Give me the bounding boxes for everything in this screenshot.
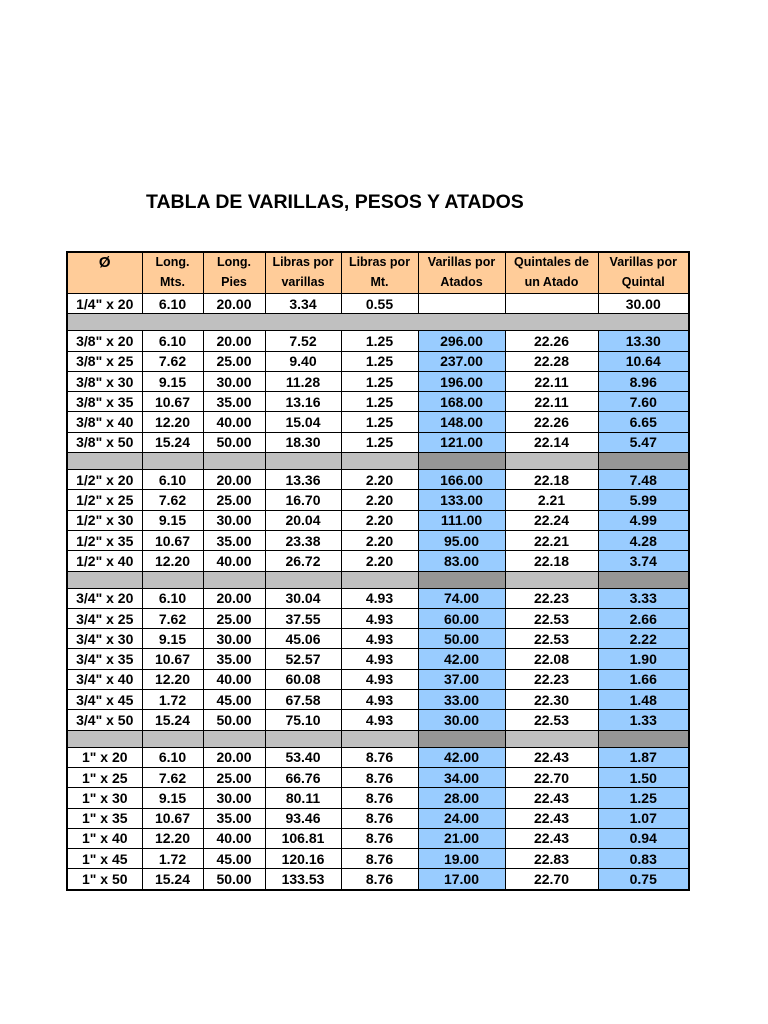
quintales-atado-cell: 22.23 <box>505 588 598 608</box>
varillas-quintal-cell: 10.64 <box>598 351 689 371</box>
varillas-atados-cell: 17.00 <box>418 869 505 890</box>
quintales-atado-cell: 22.23 <box>505 669 598 689</box>
header-quintales-atado: Quintales de <box>505 252 598 273</box>
separator-cell <box>598 453 689 470</box>
varillas-atados-cell <box>418 294 505 314</box>
varillas-quintal-cell: 13.30 <box>598 331 689 351</box>
diameter-cell: 3/4" x 40 <box>67 669 142 689</box>
separator-cell <box>418 453 505 470</box>
libras-varilla-cell: 66.76 <box>265 767 341 787</box>
header-libras-varilla: Libras por <box>265 252 341 273</box>
long-mts-cell: 7.62 <box>142 490 203 510</box>
table-row <box>67 608 689 628</box>
long-mts-cell: 10.67 <box>142 808 203 828</box>
libras-mt-cell: 1.25 <box>341 392 418 412</box>
varillas-atados-cell: 50.00 <box>418 629 505 649</box>
libras-varilla-cell: 13.36 <box>265 470 341 490</box>
varillas-atados-cell: 121.00 <box>418 432 505 452</box>
libras-varilla-cell: 13.16 <box>265 392 341 412</box>
group-separator <box>67 314 689 331</box>
libras-varilla-cell: 75.10 <box>265 710 341 730</box>
header-libras-mt: Libras por <box>341 252 418 273</box>
diameter-cell: 3/8" x 25 <box>67 351 142 371</box>
libras-varilla-cell: 53.40 <box>265 747 341 767</box>
separator-cell <box>142 314 203 331</box>
separator-cell <box>341 571 418 588</box>
varillas-atados-cell: 19.00 <box>418 849 505 869</box>
varillas-atados-cell: 237.00 <box>418 351 505 371</box>
long-mts-cell: 12.20 <box>142 828 203 848</box>
quintales-atado-cell: 22.18 <box>505 551 598 571</box>
table-row <box>67 412 689 432</box>
long-pies-cell: 25.00 <box>203 767 265 787</box>
quintales-atado-cell: 22.14 <box>505 432 598 452</box>
separator-cell <box>265 730 341 747</box>
libras-varilla-cell: 9.40 <box>265 351 341 371</box>
long-mts-cell: 9.15 <box>142 510 203 530</box>
long-pies-cell: 20.00 <box>203 588 265 608</box>
separator-cell <box>418 571 505 588</box>
separator-cell <box>67 314 142 331</box>
varillas-atados-cell: 28.00 <box>418 788 505 808</box>
varillas-atados-cell: 33.00 <box>418 690 505 710</box>
table-row <box>67 551 689 571</box>
varillas-quintal-cell: 4.99 <box>598 510 689 530</box>
long-pies-cell: 20.00 <box>203 747 265 767</box>
long-pies-cell: 25.00 <box>203 490 265 510</box>
quintales-atado-cell: 22.43 <box>505 828 598 848</box>
varillas-quintal-cell: 2.66 <box>598 608 689 628</box>
long-mts-cell: 12.20 <box>142 412 203 432</box>
separator-cell <box>505 571 598 588</box>
header-diameter: Ø <box>67 252 142 294</box>
varillas-quintal-cell: 0.83 <box>598 849 689 869</box>
separator-cell <box>341 453 418 470</box>
libras-mt-cell: 4.93 <box>341 669 418 689</box>
diameter-cell: 1/2" x 30 <box>67 510 142 530</box>
long-pies-cell: 35.00 <box>203 808 265 828</box>
libras-mt-cell: 4.93 <box>341 649 418 669</box>
diameter-cell: 3/4" x 20 <box>67 588 142 608</box>
varillas-atados-cell: 74.00 <box>418 588 505 608</box>
diameter-cell: 1/2" x 20 <box>67 470 142 490</box>
diameter-cell: 1/2" x 35 <box>67 530 142 550</box>
quintales-atado-cell: 22.43 <box>505 808 598 828</box>
varillas-atados-cell: 34.00 <box>418 767 505 787</box>
diameter-cell: 3/8" x 40 <box>67 412 142 432</box>
separator-cell <box>505 314 598 331</box>
libras-varilla-cell: 15.04 <box>265 412 341 432</box>
page-title: TABLA DE VARILLAS, PESOS Y ATADOS <box>146 191 524 213</box>
long-pies-cell: 45.00 <box>203 690 265 710</box>
libras-mt-cell: 2.20 <box>341 490 418 510</box>
quintales-atado-cell: 22.83 <box>505 849 598 869</box>
table-row <box>67 690 689 710</box>
long-mts-cell: 12.20 <box>142 551 203 571</box>
table-row <box>67 351 689 371</box>
quintales-atado-cell: 22.43 <box>505 788 598 808</box>
libras-mt-cell: 8.76 <box>341 808 418 828</box>
libras-varilla-cell: 18.30 <box>265 432 341 452</box>
libras-varilla-cell: 26.72 <box>265 551 341 571</box>
long-pies-cell: 20.00 <box>203 470 265 490</box>
header-varillas-quintal: Varillas por <box>598 252 689 273</box>
long-pies-cell: 25.00 <box>203 351 265 371</box>
header-long-pies-sub: Pies <box>203 273 265 294</box>
long-pies-cell: 45.00 <box>203 849 265 869</box>
diameter-cell: 3/8" x 50 <box>67 432 142 452</box>
libras-varilla-cell: 3.34 <box>265 294 341 314</box>
varillas-quintal-cell: 5.47 <box>598 432 689 452</box>
table-row <box>67 371 689 391</box>
separator-cell <box>505 453 598 470</box>
libras-varilla-cell: 20.04 <box>265 510 341 530</box>
header-varillas-quintal-sub: Quintal <box>598 273 689 294</box>
table-row <box>67 767 689 787</box>
libras-varilla-cell: 120.16 <box>265 849 341 869</box>
header-long-mts: Long. <box>142 252 203 273</box>
separator-cell <box>265 571 341 588</box>
quintales-atado-cell: 22.70 <box>505 767 598 787</box>
long-pies-cell: 50.00 <box>203 432 265 452</box>
libras-mt-cell: 4.93 <box>341 690 418 710</box>
varillas-quintal-cell: 7.60 <box>598 392 689 412</box>
table-row <box>67 294 689 314</box>
table-row <box>67 649 689 669</box>
varillas-quintal-cell: 1.33 <box>598 710 689 730</box>
libras-mt-cell: 1.25 <box>341 331 418 351</box>
long-pies-cell: 25.00 <box>203 608 265 628</box>
header-libras-mt-sub: Mt. <box>341 273 418 294</box>
diameter-cell: 1/2" x 40 <box>67 551 142 571</box>
table-row <box>67 788 689 808</box>
separator-cell <box>341 314 418 331</box>
libras-varilla-cell: 45.06 <box>265 629 341 649</box>
varillas-atados-cell: 24.00 <box>418 808 505 828</box>
libras-varilla-cell: 11.28 <box>265 371 341 391</box>
separator-cell <box>418 314 505 331</box>
varillas-quintal-cell: 1.66 <box>598 669 689 689</box>
libras-mt-cell: 2.20 <box>341 470 418 490</box>
varillas-quintal-cell: 1.50 <box>598 767 689 787</box>
quintales-atado-cell: 22.53 <box>505 710 598 730</box>
quintales-atado-cell: 22.70 <box>505 869 598 890</box>
separator-cell <box>67 571 142 588</box>
table-row <box>67 710 689 730</box>
quintales-atado-cell: 22.11 <box>505 392 598 412</box>
long-pies-cell: 30.00 <box>203 510 265 530</box>
varillas-quintal-cell: 1.25 <box>598 788 689 808</box>
table-row <box>67 470 689 490</box>
diameter-cell: 1" x 20 <box>67 747 142 767</box>
long-pies-cell: 20.00 <box>203 331 265 351</box>
long-mts-cell: 6.10 <box>142 747 203 767</box>
varillas-quintal-cell: 7.48 <box>598 470 689 490</box>
libras-mt-cell: 4.93 <box>341 710 418 730</box>
diameter-cell: 3/4" x 45 <box>67 690 142 710</box>
diameter-cell: 3/4" x 25 <box>67 608 142 628</box>
long-pies-cell: 40.00 <box>203 412 265 432</box>
long-mts-cell: 6.10 <box>142 294 203 314</box>
libras-mt-cell: 1.25 <box>341 412 418 432</box>
varillas-quintal-cell: 3.74 <box>598 551 689 571</box>
libras-mt-cell: 0.55 <box>341 294 418 314</box>
group-separator <box>67 730 689 747</box>
libras-mt-cell: 2.20 <box>341 510 418 530</box>
separator-cell <box>142 571 203 588</box>
table-row <box>67 530 689 550</box>
libras-mt-cell: 4.93 <box>341 588 418 608</box>
libras-mt-cell: 8.76 <box>341 747 418 767</box>
diameter-cell: 1" x 35 <box>67 808 142 828</box>
libras-varilla-cell: 93.46 <box>265 808 341 828</box>
varillas-atados-cell: 37.00 <box>418 669 505 689</box>
long-mts-cell: 10.67 <box>142 649 203 669</box>
varillas-atados-cell: 95.00 <box>418 530 505 550</box>
libras-varilla-cell: 52.57 <box>265 649 341 669</box>
quintales-atado-cell: 22.18 <box>505 470 598 490</box>
long-pies-cell: 30.00 <box>203 788 265 808</box>
libras-mt-cell: 8.76 <box>341 869 418 890</box>
quintales-atado-cell: 22.30 <box>505 690 598 710</box>
table-row <box>67 629 689 649</box>
long-mts-cell: 6.10 <box>142 588 203 608</box>
separator-cell <box>142 453 203 470</box>
quintales-atado-cell: 22.43 <box>505 747 598 767</box>
varillas-atados-cell: 148.00 <box>418 412 505 432</box>
varillas-atados-cell: 133.00 <box>418 490 505 510</box>
table-row <box>67 510 689 530</box>
long-mts-cell: 7.62 <box>142 608 203 628</box>
libras-mt-cell: 8.76 <box>341 849 418 869</box>
libras-varilla-cell: 106.81 <box>265 828 341 848</box>
varillas-quintal-cell: 0.75 <box>598 869 689 890</box>
separator-cell <box>598 571 689 588</box>
varillas-atados-cell: 30.00 <box>418 710 505 730</box>
long-mts-cell: 9.15 <box>142 788 203 808</box>
varillas-quintal-cell: 30.00 <box>598 294 689 314</box>
libras-mt-cell: 4.93 <box>341 608 418 628</box>
separator-cell <box>203 453 265 470</box>
varillas-quintal-cell: 1.90 <box>598 649 689 669</box>
separator-cell <box>142 730 203 747</box>
libras-mt-cell: 1.25 <box>341 351 418 371</box>
long-mts-cell: 15.24 <box>142 869 203 890</box>
header-row <box>67 273 689 294</box>
table-row <box>67 432 689 452</box>
quintales-atado-cell: 22.26 <box>505 331 598 351</box>
table-row <box>67 331 689 351</box>
long-pies-cell: 30.00 <box>203 371 265 391</box>
quintales-atado-cell: 22.53 <box>505 608 598 628</box>
separator-cell <box>598 314 689 331</box>
table-row <box>67 828 689 848</box>
rebar-table <box>66 251 690 891</box>
quintales-atado-cell: 22.21 <box>505 530 598 550</box>
quintales-atado-cell: 22.26 <box>505 412 598 432</box>
quintales-atado-cell: 22.28 <box>505 351 598 371</box>
table-row <box>67 808 689 828</box>
table-row <box>67 669 689 689</box>
diameter-cell: 1/2" x 25 <box>67 490 142 510</box>
libras-varilla-cell: 37.55 <box>265 608 341 628</box>
varillas-atados-cell: 168.00 <box>418 392 505 412</box>
table-body <box>67 294 689 890</box>
header-varillas-atados: Varillas por <box>418 252 505 273</box>
varillas-quintal-cell: 3.33 <box>598 588 689 608</box>
diameter-cell: 1/4" x 20 <box>67 294 142 314</box>
quintales-atado-cell: 2.21 <box>505 490 598 510</box>
varillas-atados-cell: 111.00 <box>418 510 505 530</box>
header-quintales-atado-sub: un Atado <box>505 273 598 294</box>
long-pies-cell: 35.00 <box>203 530 265 550</box>
long-mts-cell: 9.15 <box>142 629 203 649</box>
libras-mt-cell: 2.20 <box>341 530 418 550</box>
varillas-quintal-cell: 0.94 <box>598 828 689 848</box>
libras-mt-cell: 1.25 <box>341 432 418 452</box>
separator-cell <box>203 730 265 747</box>
libras-varilla-cell: 67.58 <box>265 690 341 710</box>
long-mts-cell: 10.67 <box>142 530 203 550</box>
separator-cell <box>67 453 142 470</box>
varillas-quintal-cell: 8.96 <box>598 371 689 391</box>
separator-cell <box>505 730 598 747</box>
long-mts-cell: 1.72 <box>142 849 203 869</box>
long-pies-cell: 40.00 <box>203 669 265 689</box>
varillas-quintal-cell: 6.65 <box>598 412 689 432</box>
libras-mt-cell: 8.76 <box>341 788 418 808</box>
separator-cell <box>341 730 418 747</box>
long-pies-cell: 20.00 <box>203 294 265 314</box>
libras-varilla-cell: 16.70 <box>265 490 341 510</box>
long-pies-cell: 30.00 <box>203 629 265 649</box>
diameter-cell: 1" x 50 <box>67 869 142 890</box>
libras-mt-cell: 8.76 <box>341 828 418 848</box>
table-row <box>67 747 689 767</box>
group-separator <box>67 571 689 588</box>
diameter-cell: 3/4" x 35 <box>67 649 142 669</box>
libras-varilla-cell: 133.53 <box>265 869 341 890</box>
diameter-cell: 3/4" x 50 <box>67 710 142 730</box>
diameter-cell: 1" x 40 <box>67 828 142 848</box>
long-pies-cell: 40.00 <box>203 551 265 571</box>
separator-cell <box>265 314 341 331</box>
quintales-atado-cell: 22.08 <box>505 649 598 669</box>
table-row <box>67 869 689 890</box>
separator-cell <box>203 571 265 588</box>
long-mts-cell: 7.62 <box>142 351 203 371</box>
varillas-quintal-cell: 4.28 <box>598 530 689 550</box>
table-row <box>67 849 689 869</box>
libras-mt-cell: 1.25 <box>341 371 418 391</box>
long-pies-cell: 35.00 <box>203 392 265 412</box>
diameter-cell: 3/4" x 30 <box>67 629 142 649</box>
separator-cell <box>418 730 505 747</box>
varillas-quintal-cell: 1.07 <box>598 808 689 828</box>
table-row <box>67 490 689 510</box>
long-mts-cell: 15.24 <box>142 432 203 452</box>
varillas-atados-cell: 21.00 <box>418 828 505 848</box>
long-pies-cell: 40.00 <box>203 828 265 848</box>
quintales-atado-cell: 22.53 <box>505 629 598 649</box>
header-long-mts-sub: Mts. <box>142 273 203 294</box>
libras-varilla-cell: 80.11 <box>265 788 341 808</box>
diameter-cell: 1" x 45 <box>67 849 142 869</box>
libras-varilla-cell: 30.04 <box>265 588 341 608</box>
group-separator <box>67 453 689 470</box>
long-mts-cell: 10.67 <box>142 392 203 412</box>
long-mts-cell: 12.20 <box>142 669 203 689</box>
varillas-atados-cell: 60.00 <box>418 608 505 628</box>
diameter-cell: 3/8" x 35 <box>67 392 142 412</box>
libras-mt-cell: 2.20 <box>341 551 418 571</box>
long-mts-cell: 1.72 <box>142 690 203 710</box>
separator-cell <box>67 730 142 747</box>
long-mts-cell: 6.10 <box>142 331 203 351</box>
separator-cell <box>598 730 689 747</box>
varillas-atados-cell: 196.00 <box>418 371 505 391</box>
quintales-atado-cell: 22.24 <box>505 510 598 530</box>
long-mts-cell: 9.15 <box>142 371 203 391</box>
diameter-cell: 1" x 25 <box>67 767 142 787</box>
varillas-atados-cell: 166.00 <box>418 470 505 490</box>
varillas-quintal-cell: 1.87 <box>598 747 689 767</box>
diameter-cell: 3/8" x 20 <box>67 331 142 351</box>
libras-varilla-cell: 60.08 <box>265 669 341 689</box>
quintales-atado-cell <box>505 294 598 314</box>
separator-cell <box>203 314 265 331</box>
long-pies-cell: 35.00 <box>203 649 265 669</box>
header-libras-varilla-sub: varillas <box>265 273 341 294</box>
table-row <box>67 588 689 608</box>
libras-varilla-cell: 7.52 <box>265 331 341 351</box>
diameter-cell: 3/8" x 30 <box>67 371 142 391</box>
libras-varilla-cell: 23.38 <box>265 530 341 550</box>
separator-cell <box>265 453 341 470</box>
header-long-pies: Long. <box>203 252 265 273</box>
varillas-quintal-cell: 5.99 <box>598 490 689 510</box>
libras-mt-cell: 8.76 <box>341 767 418 787</box>
long-mts-cell: 6.10 <box>142 470 203 490</box>
header-varillas-atados-sub: Atados <box>418 273 505 294</box>
varillas-atados-cell: 83.00 <box>418 551 505 571</box>
header-row <box>67 252 689 273</box>
quintales-atado-cell: 22.11 <box>505 371 598 391</box>
long-pies-cell: 50.00 <box>203 869 265 890</box>
varillas-quintal-cell: 1.48 <box>598 690 689 710</box>
table-row <box>67 392 689 412</box>
varillas-atados-cell: 296.00 <box>418 331 505 351</box>
diameter-cell: 1" x 30 <box>67 788 142 808</box>
libras-mt-cell: 4.93 <box>341 629 418 649</box>
varillas-atados-cell: 42.00 <box>418 747 505 767</box>
long-mts-cell: 15.24 <box>142 710 203 730</box>
varillas-quintal-cell: 2.22 <box>598 629 689 649</box>
long-pies-cell: 50.00 <box>203 710 265 730</box>
varillas-atados-cell: 42.00 <box>418 649 505 669</box>
long-mts-cell: 7.62 <box>142 767 203 787</box>
